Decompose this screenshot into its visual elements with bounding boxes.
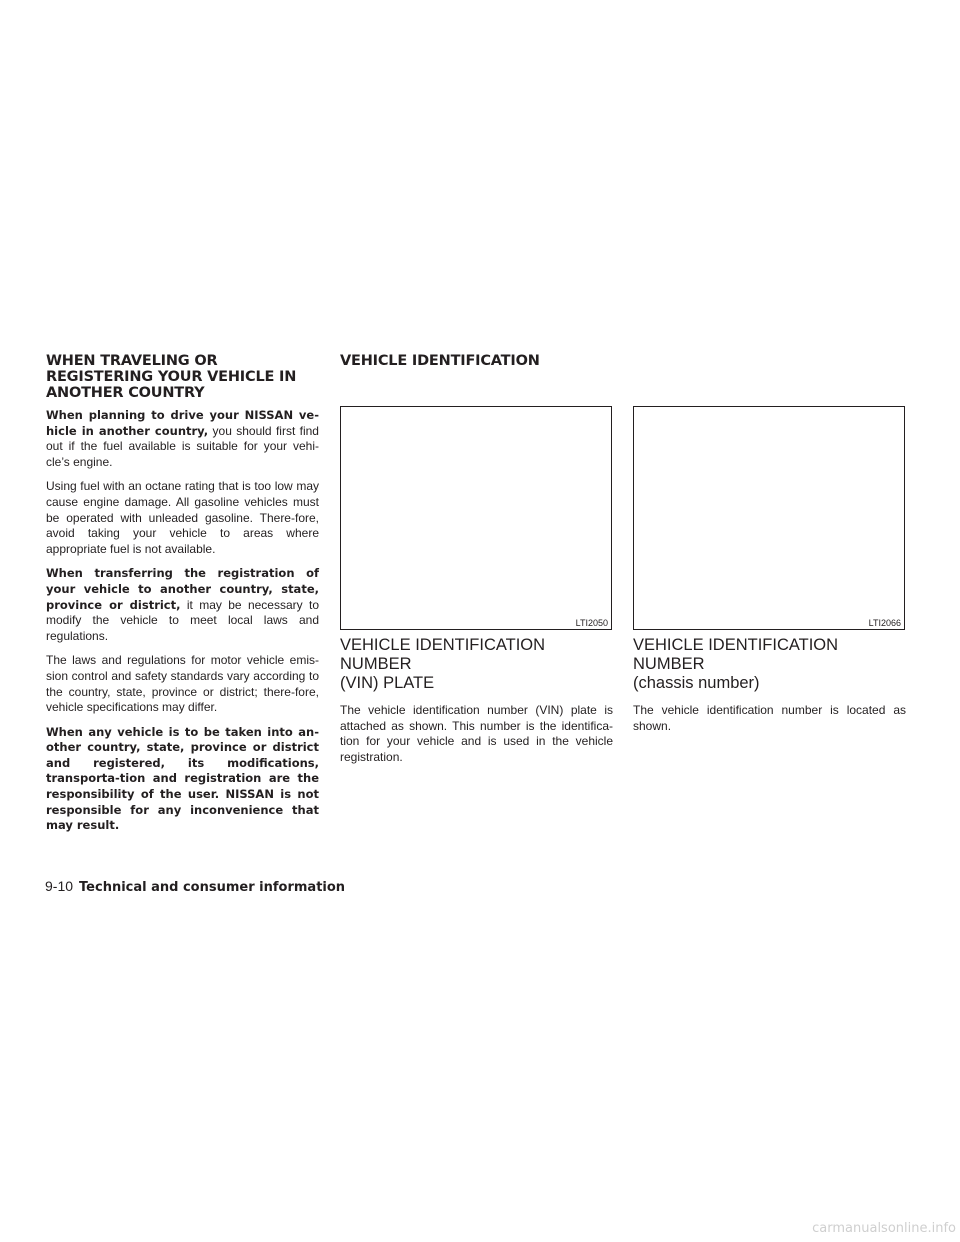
travel-paragraph-1-bold: When planning to drive your NISSAN ve-hicle in another country, xyxy=(46,408,319,438)
chassis-number-body: The vehicle identification number is located as shown. xyxy=(633,703,906,733)
chassis-number-figure xyxy=(633,406,905,630)
travel-paragraph-1 xyxy=(46,408,319,470)
travel-paragraph-2: Using fuel with an octane rating that is too low may cause engine damage. All gasoline vehicles must be operated with unleaded gasoline. There-fore, avoid taking your vehicle to areas where appropriate fuel is not available. xyxy=(46,479,319,556)
vin-plate-body: The vehicle identification number (VIN) plate is attached as shown. This number is the identifica-tion for your vehicle and is used in the vehicle registration. xyxy=(340,703,613,764)
travel-paragraph-5 xyxy=(46,725,319,834)
chassis-number-figure-code: LTI2066 xyxy=(868,618,901,628)
chassis-number-title-line-1: VEHICLE IDENTIFICATION NUMBER xyxy=(633,636,839,673)
vin-plate-title-line-2: (VIN) PLATE xyxy=(340,674,435,692)
vin-plate-section xyxy=(340,636,613,774)
vin-plate-title xyxy=(340,636,613,693)
travel-heading: WHEN TRAVELING OR REGISTERING YOUR VEHICLE IN ANOTHER COUNTRY xyxy=(46,353,297,401)
vin-plate-figure xyxy=(340,406,612,630)
travel-paragraph-4: The laws and regulations for motor vehicle emis-sion control and safety standards vary according to the country, state, province or district; there-fore, vehicle specifications may differ. xyxy=(46,653,319,715)
travel-paragraph-3 xyxy=(46,566,319,644)
page-number: 9-10 xyxy=(45,878,74,894)
chassis-number-title xyxy=(633,636,906,693)
watermark: carmanualsonline.info xyxy=(812,1221,956,1236)
travel-paragraph-5-bold: When any vehicle is to be taken into an-other country, state, province or district and registered, its modifications, transporta-tion and registration are the responsibility of the user. NISSAN is not responsible for any inconvenience that may result. xyxy=(46,724,319,833)
left-column xyxy=(46,353,319,843)
chassis-number-section xyxy=(633,636,906,743)
vehicle-identification-heading: VEHICLE IDENTIFICATION xyxy=(340,353,540,369)
footer-section-title: Technical and consumer information xyxy=(79,880,346,895)
travel-paragraph-3-rest: it may be necessary to modify the vehicle to meet local laws and regulations. xyxy=(46,597,320,643)
page-footer xyxy=(45,878,345,896)
chassis-number-title-line-2: (chassis number) xyxy=(633,674,760,692)
vin-plate-title-line-1: VEHICLE IDENTIFICATION NUMBER xyxy=(340,636,546,673)
vin-plate-figure-code: LTI2050 xyxy=(575,618,608,628)
travel-paragraph-3-bold: When transferring the registration of your vehicle to another country, state, province or district, xyxy=(46,566,319,612)
travel-paragraph-1-rest: you should first find out if the fuel available is suitable for your vehi-cle’s engine. xyxy=(46,423,319,469)
